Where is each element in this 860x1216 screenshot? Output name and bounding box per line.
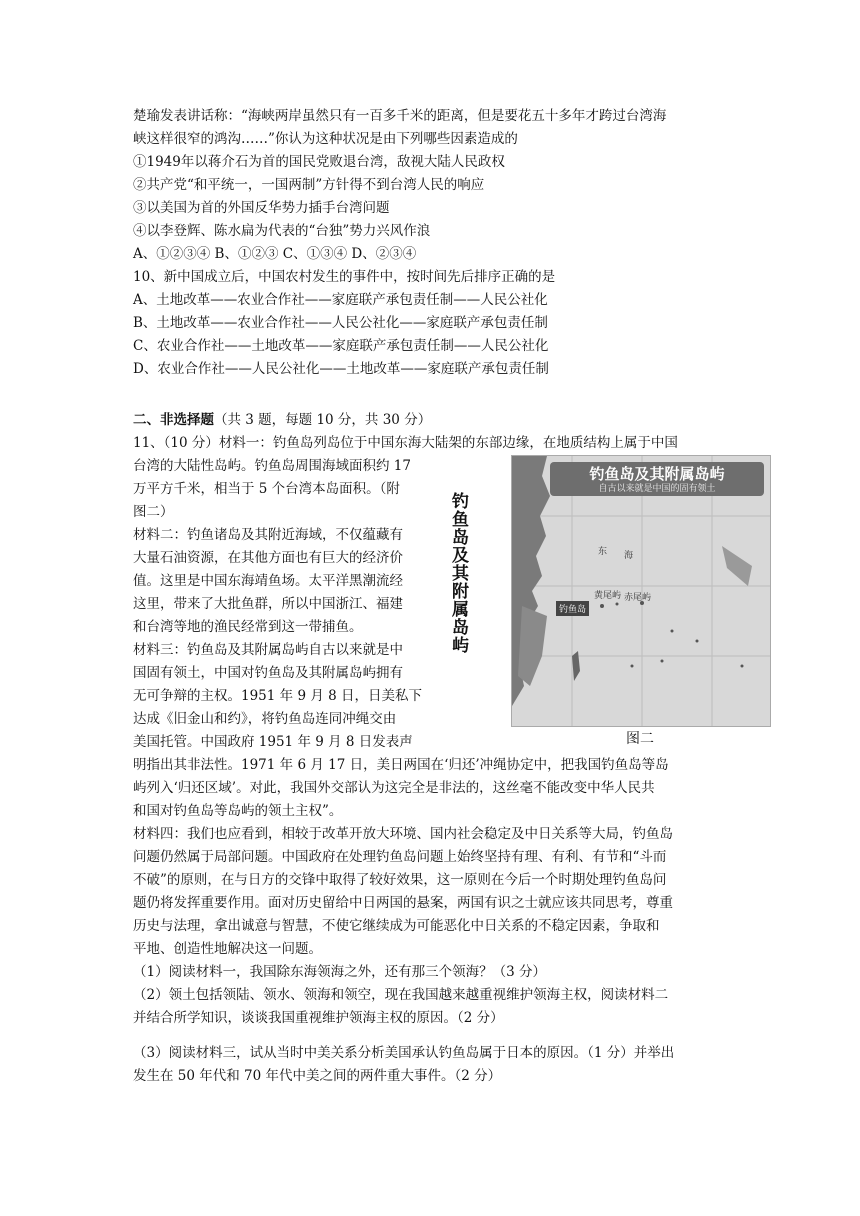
text-line: 材料三：钓鱼岛及其附属岛屿自古以来就是中 (133, 642, 403, 658)
text-line: B、土地改革——农业合作社——人民公社化——家庭联产承包责任制 (133, 315, 548, 331)
text-line: A、土地改革——农业合作社——家庭联产承包责任制——人民公社化 (133, 292, 548, 308)
section-heading (133, 410, 431, 430)
text-line: A、①②③④ B、①②③ C、①③④ D、②③④ (133, 246, 417, 262)
diaoyu-islands-map (511, 455, 771, 727)
text-line: 台湾的大陆性岛屿。钓鱼岛周围海域面积约 17 (133, 458, 411, 474)
text-line: 万平方千米，相当于 5 个台湾本岛面积。（附 (133, 481, 400, 497)
text-line: 问题仍然属于局部问题。中国政府在处理钓鱼岛问题上始终坚持有理、有利、有节和“斗而 (133, 849, 667, 865)
text-line: ①1949年以蒋介石为首的国民党败退台湾，敌视大陆人民政权 (133, 154, 505, 170)
text-line: 不破”的原则，在与日方的交锋中取得了较好效果，这一原则在今后一个时期处理钓鱼岛问 (133, 872, 667, 888)
text-line: 平地、创造性地解决这一问题。 (133, 941, 322, 957)
text-line: 和国对钓鱼岛等岛屿的领土主权”。 (133, 803, 343, 819)
text-line: 并结合所学知识，谈谈我国重视维护领海主权的原因。（2 分） (133, 1010, 504, 1026)
text-line: 11、（10 分）材料一：钓鱼岛列岛位于中国东海大陆架的东部边缘，在地质结构上属于中国 (133, 435, 678, 451)
text-line: 峡这样很窄的鸿沟……”你认为这种状况是由下列哪些因素造成的 (133, 131, 518, 147)
text-line: 楚瑜发表讲话称：“海峡两岸虽然只有一百多千米的距离，但是要花五十多年才跨过台湾海 (133, 108, 667, 124)
section-heading-title: 二、非选择题 (133, 412, 214, 428)
text-line: 达成《旧金山和约》，将钓鱼岛连同冲绳交由 (133, 711, 397, 727)
map-label-east: 东 (598, 547, 608, 557)
text-line: 图二） (133, 504, 174, 520)
map-banner-title: 钓鱼岛及其附属岛屿 (589, 465, 725, 483)
text-line: 题仍将发挥重要作用。面对历史留给中日两国的悬案，两国有识之士就应该共同思考，尊重 (133, 895, 673, 911)
text-line: C、农业合作社——土地改革——家庭联产承包责任制——人民公社化 (133, 338, 549, 354)
text-line: 美国托管。中国政府 1951 年 9 月 8 日发表声 (133, 734, 413, 750)
text-line: （1）阅读材料一，我国除东海领海之外，还有那三个领海？（3 分） (133, 964, 546, 980)
text-line: ③以美国为首的外国反华势力插手台湾问题 (133, 200, 390, 216)
text-line: 材料二：钓鱼诸岛及其附近海域，不仅蕴藏有 (133, 527, 403, 543)
text-line: 发生在 50 年代和 70 年代中美之间的两件重大事件。（2 分） (133, 1068, 502, 1084)
text-line: 值。这里是中国东海靖鱼场。太平洋黑潮流经 (133, 573, 403, 589)
text-line: 历史与法理，拿出诚意与智慧，不使它继续成为可能恶化中日关系的不稳定因素，争取和 (133, 918, 660, 934)
map-label-chiwei: 赤尾屿 (624, 593, 652, 603)
text-line: 明指出其非法性。1971 年 6 月 17 日，美日两国在‘归还’冲绳协定中，把我国钓鱼岛等岛 (133, 757, 669, 773)
text-line: 这里，带来了大批鱼群，所以中国浙江、福建 (133, 596, 403, 612)
section-heading-note: （共 3 题，每题 10 分，共 30 分） (214, 412, 432, 428)
text-line: ④以李登辉、陈水扁为代表的“台独”势力兴风作浪 (133, 223, 431, 239)
map-banner (550, 462, 764, 496)
text-line: （2）领土包括领陆、领水、领海和领空，现在我国越来越重视维护领海主权，阅读材料二 (133, 987, 669, 1003)
text-line: 屿列入‘归还区域’。对此，我国外交部认为这完全是非法的，这丝毫不能改变中华人民共 (133, 780, 655, 796)
text-line: D、农业合作社——人民公社化——土地改革——家庭联产承包责任制 (133, 361, 549, 377)
text-line: 国固有领土，中国对钓鱼岛及其附属岛屿拥有 (133, 665, 403, 681)
text-line: ②共产党“和平统一，一国两制”方针得不到台湾人民的响应 (133, 177, 485, 193)
map-label-diaoyu: 钓鱼岛 (556, 601, 589, 616)
map-banner-subtitle: 自古以来就是中国的固有领土 (598, 484, 716, 494)
map-label-huangwei: 黄尾屿 (594, 591, 622, 601)
text-line: 和台湾等地的渔民经常到这一带捕鱼。 (133, 619, 363, 635)
text-line: （3）阅读材料三，试从当时中美关系分析美国承认钓鱼岛属于日本的原因。（1 分）并举出 (133, 1045, 675, 1061)
text-line: 无可争辩的主权。1951 年 9 月 8 日，日美私下 (133, 688, 422, 704)
figure-caption: 图二 (626, 731, 654, 747)
map-vertical-title: 钓鱼岛及其附属岛屿 (448, 492, 468, 654)
map-label-sea: 海 (624, 551, 634, 561)
text-line: 10、新中国成立后，中国农村发生的事件中，按时间先后排序正确的是 (133, 269, 556, 285)
text-line: 大量石油资源，在其他方面也有巨大的经济价 (133, 550, 403, 566)
text-line: 材料四：我们也应看到，相较于改革开放大环境、国内社会稳定及中日关系等大局，钓鱼岛 (133, 826, 673, 842)
